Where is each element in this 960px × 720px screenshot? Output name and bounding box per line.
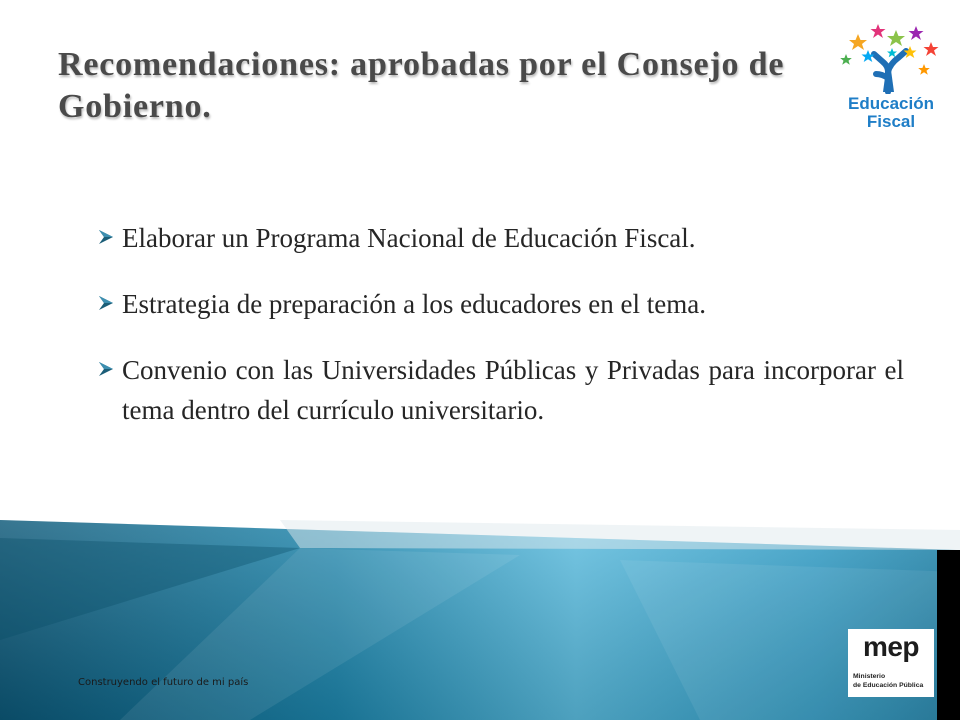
educacion-fiscal-logo (832, 20, 950, 132)
arrow-bullet-icon (98, 361, 114, 377)
logo-line-fiscal: Fiscal (866, 112, 916, 131)
arrow-bullet-icon (98, 229, 114, 245)
bullet-text: Elaborar un Programa Nacional de Educación Fiscal. (122, 223, 696, 253)
bullet-item (96, 350, 904, 430)
bullet-text: Estrategia de preparación a los educadores en el tema. (122, 289, 706, 319)
mep-line2: de Educación Pública (853, 682, 924, 689)
bullet-text: Convenio con las Universidades Públicas y Privadas para incorporar el tema dentro del currículo universitario. (122, 355, 904, 425)
arrow-bullet-icon (98, 295, 114, 311)
slide-title: Recomendaciones: aprobadas por el Consejo de Gobierno. (58, 46, 785, 125)
logo-line-educacion: Educación (848, 94, 934, 113)
bullet-item (96, 218, 904, 258)
footer-tagline: Construyendo el futuro de mi país (78, 677, 249, 688)
bullet-list (96, 218, 904, 430)
footer-band (0, 520, 960, 720)
mep-logo (848, 629, 934, 697)
bullet-item (96, 284, 904, 324)
tree-with-stars-icon (838, 20, 944, 94)
mep-wordmark: mep (862, 631, 920, 662)
mep-line1: Ministerio (853, 673, 886, 680)
